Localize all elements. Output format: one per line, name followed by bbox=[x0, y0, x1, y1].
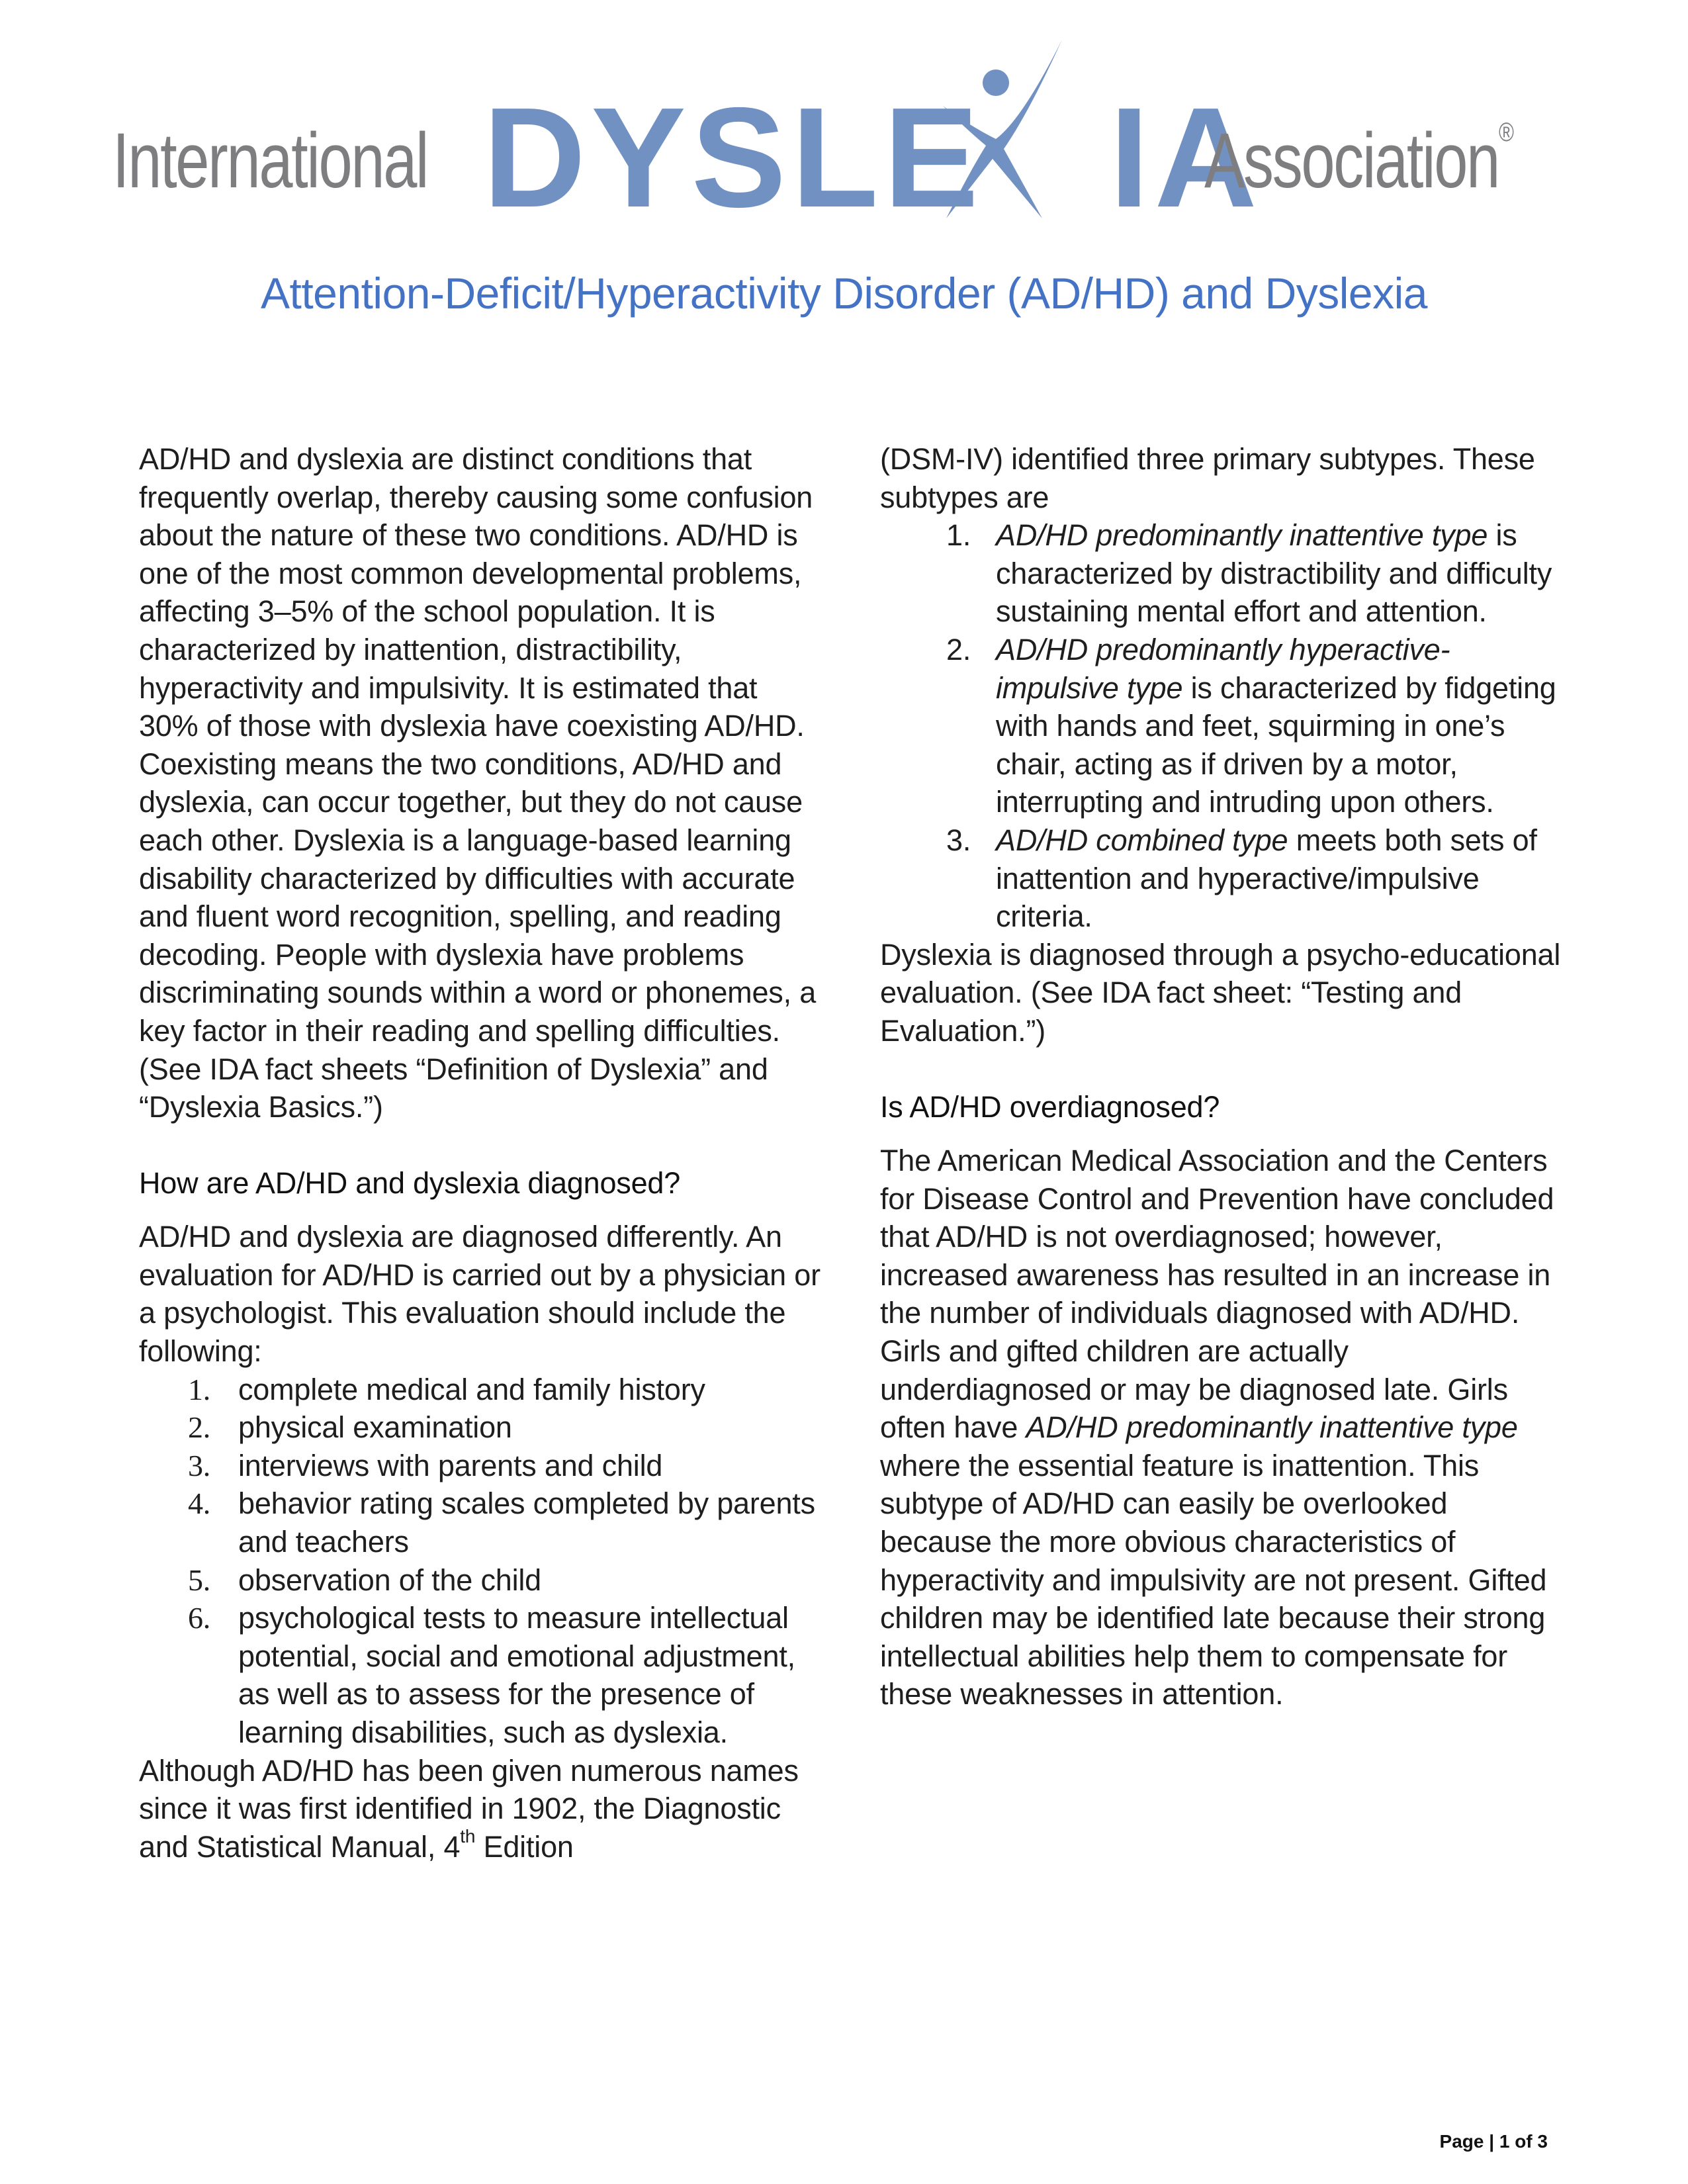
list-item: 1. AD/HD predominantly inattentive type is characterized by distractibility and difficulty sustaining mental effort and attention. bbox=[946, 518, 1552, 629]
overdiagnosis-paragraph: The American Medical Association and the Centers for Disease Control and Prevention have concluded that AD/HD is not overdiagnosed; however, increased awareness has resulted in an increase in the number of individuals diagnosed with AD/HD. Girls and gifted children are actually underdiagnosed or may be diagnosed late. Girls often have AD/HD predominantly inattentive type where the essential feature is inattention. This subtype of AD/HD can easily be overlooked because the more obvious characteristics of hyperactivity and impulsivity are not present. Gifted children may be identified late because their strong intellectual abilities help them to compensate for these weaknesses in attention. bbox=[880, 1144, 1554, 1711]
evaluation-list bbox=[139, 1371, 821, 1752]
list-item: 3. AD/HD combined type meets both sets of inattention and hyperactive/impulsive criteria. bbox=[946, 823, 1537, 934]
left-column bbox=[139, 440, 821, 1866]
ida-logo bbox=[112, 40, 1513, 237]
list-item: 2. AD/HD predominantly hyperactive-impulsive type is characterized by fidgeting with hands and feet, squirming in one’s chair, acting as if driven by a motor, interrupting and intruding upon others. bbox=[946, 632, 1556, 819]
evaluation-intro: AD/HD and dyslexia are diagnosed differently. An evaluation for AD/HD is carried out by a physician or a psychologist. This evaluation should include the following: bbox=[139, 1220, 821, 1369]
subtypes-intro: (DSM-IV) identified three primary subtypes. These subtypes are bbox=[880, 442, 1535, 514]
page-title: Attention-Deficit/Hyperactivity Disorder (AD/HD) and Dyslexia bbox=[260, 269, 1428, 318]
overdiagnosis-heading: Is AD/HD overdiagnosed? bbox=[880, 1089, 1220, 1124]
logo-figure-x-icon bbox=[930, 40, 1062, 218]
list-item: 6. psychological tests to measure intellectual potential, social and emotional adjustment, as well as to assess for the presence of learning disabilities, such as dyslexia. bbox=[188, 1601, 795, 1749]
intro-paragraph: AD/HD and dyslexia are distinct conditions that frequently overlap, thereby causing some confusion about the nature of these two conditions. AD/HD is one of the most common developmental problems, affecting 3–5% of the school population. It is characterized by inattention, distractibility, hyperactivity and impulsivity. It is estimated that 30% of those with dyslexia have coexisting AD/HD. Coexisting means the two conditions, AD/HD and dyslexia, can occur together, but they do not cause each other. Dyslexia is a language-based learning disability characterized by difficulties with accurate and fluent word recognition, spelling, and reading decoding. People with dyslexia have problems discriminating sounds within a word or phonemes, a key factor in their reading and spelling difficulties. (See IDA fact sheets “Definition of Dyslexia” and “Dyslexia Basics.”) bbox=[139, 442, 817, 1124]
logo-international-text: International bbox=[112, 117, 428, 205]
list-item: 1. complete medical and family history bbox=[188, 1372, 705, 1406]
list-item: 2. physical examination bbox=[188, 1410, 512, 1445]
list-item: 3. interviews with parents and child bbox=[188, 1448, 663, 1482]
list-item: 4. behavior rating scales completed by parents and teachers bbox=[188, 1486, 815, 1559]
page-number: Page | 1 of 3 bbox=[1439, 2131, 1548, 2152]
dyslexia-diagnosis-paragraph: Dyslexia is diagnosed through a psycho-educational evaluation. (See IDA fact sheet: “Testing and Evaluation.”) bbox=[880, 937, 1561, 1048]
logo-dyslexia-part-a: DYSLE bbox=[483, 77, 984, 237]
diagnosis-heading: How are AD/HD and dyslexia diagnosed? bbox=[139, 1165, 681, 1200]
list-item: 5. observation of the child bbox=[188, 1563, 541, 1597]
logo-dyslexia-part-b: IA bbox=[1109, 77, 1263, 237]
logo-association-text: Association® bbox=[1204, 117, 1513, 205]
closing-paragraph: Although AD/HD has been given numerous names since it was first identified in 1902, the Diagnostic and Statistical Manual, 4th Edition bbox=[139, 1753, 799, 1864]
subtypes-list bbox=[880, 516, 1562, 936]
logo-dyslexia-text bbox=[483, 77, 1263, 237]
right-column bbox=[880, 440, 1562, 1713]
